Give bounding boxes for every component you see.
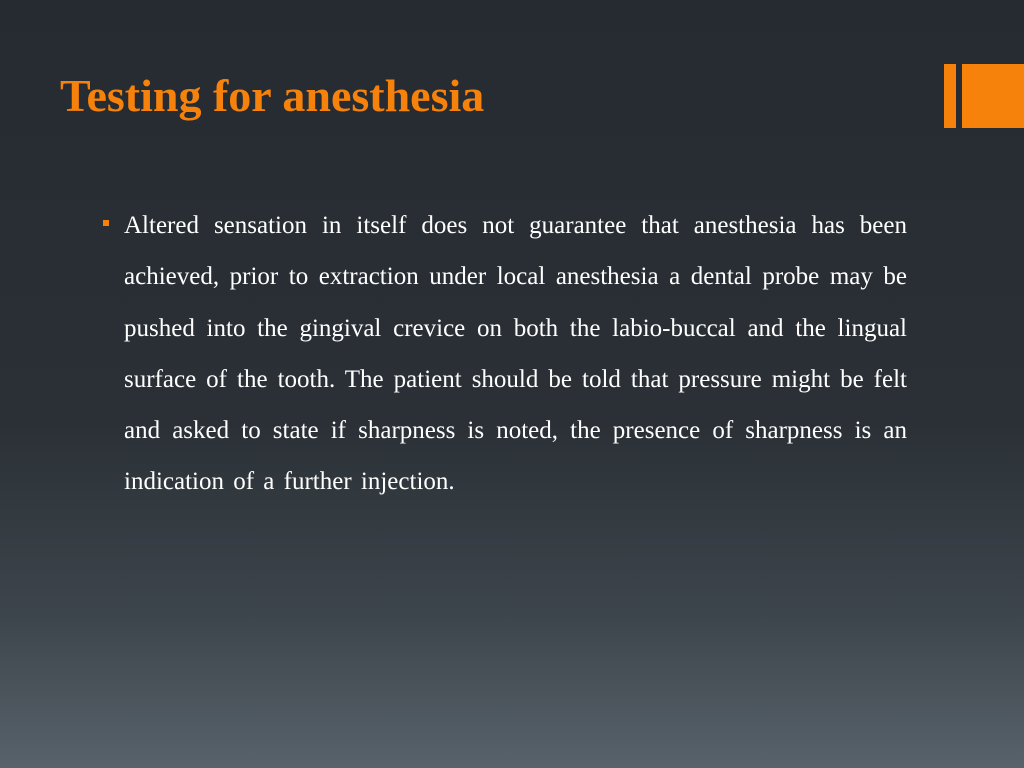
square-bullet-icon [103,220,109,226]
accent-bar-thick [962,64,1024,128]
bullet-text: Altered sensation in itself does not guarantee that anesthesia has been achieved, prior to extraction under local anesthesia a dental probe may be pushed into the gingival crevice on both the labio-buccal and the lingual surface of the tooth. The patient should be told that pressure might be felt and asked to state if sharpness is noted, the presence of sharpness is an indication of a further injection. [124,212,907,496]
slide-title: Testing for anesthesia [60,70,485,121]
slide-body [103,200,907,508]
bullet-item [103,200,907,508]
accent-bar-thin [944,64,956,128]
accent-bars-icon [944,64,1024,128]
